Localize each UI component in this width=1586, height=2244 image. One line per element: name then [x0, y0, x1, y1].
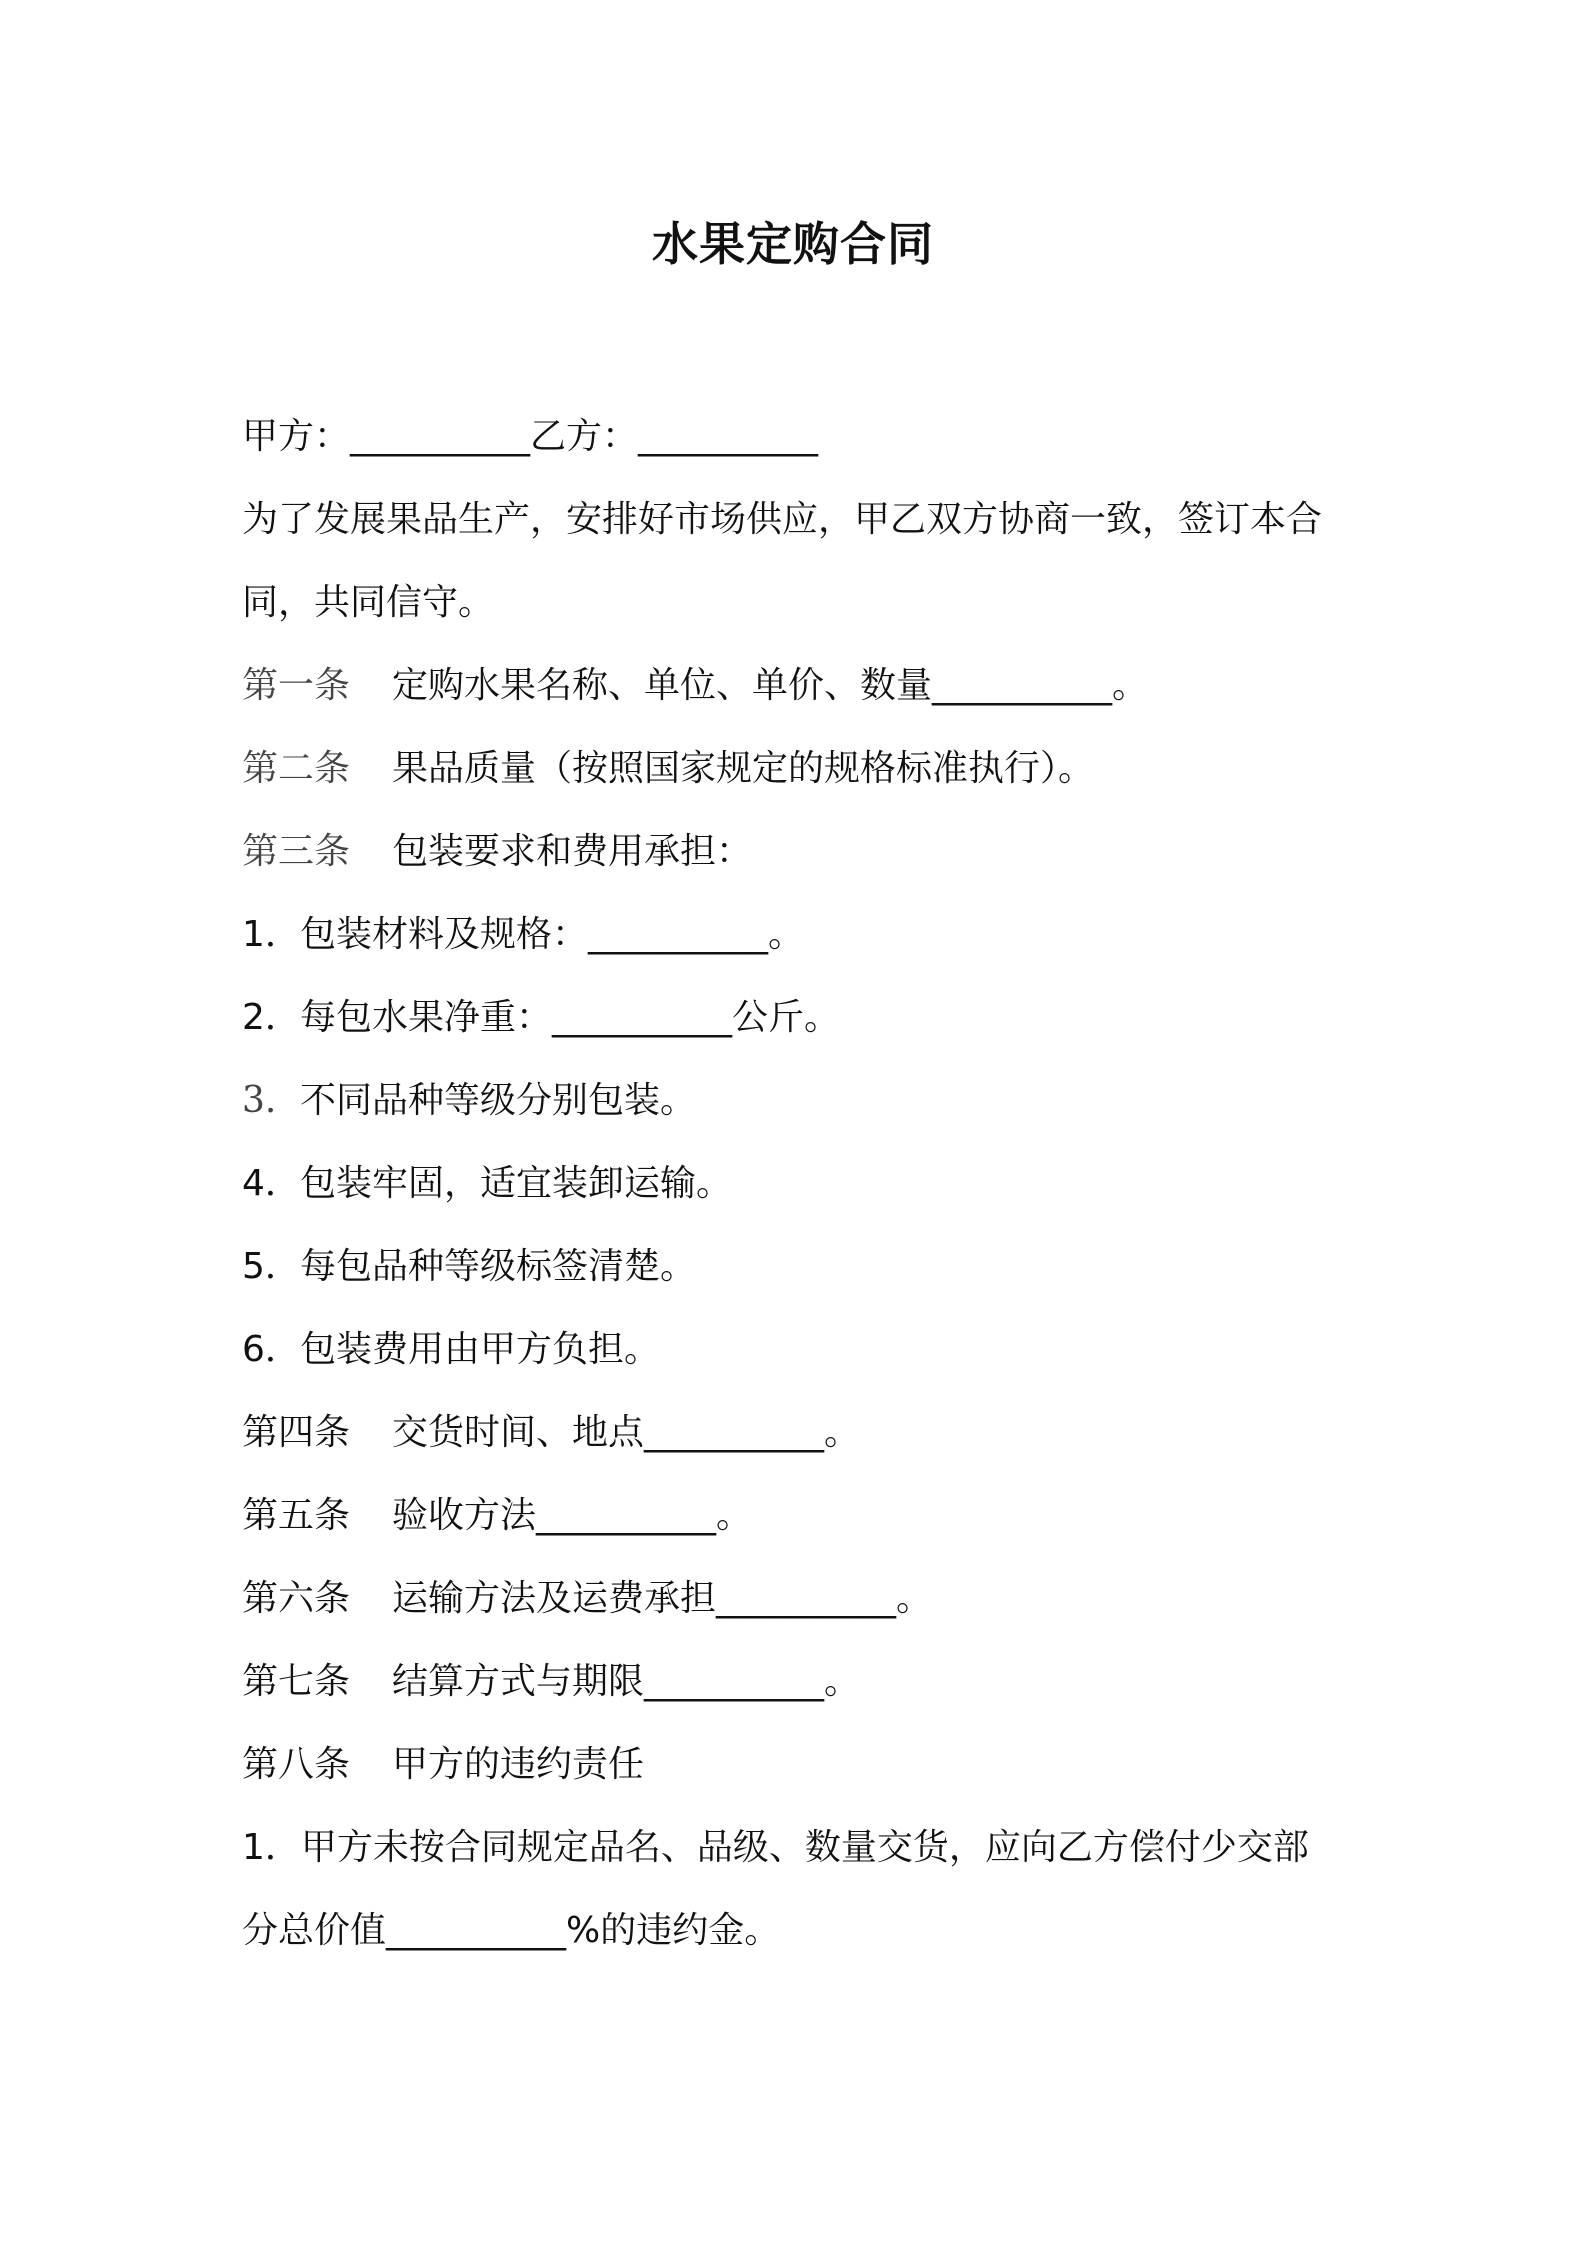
article-2 — [242, 745, 1094, 793]
item-number: 6． — [242, 1329, 301, 1370]
item-text: 包装费用由甲方负担。 — [300, 1329, 661, 1370]
item-number: 1． — [242, 914, 301, 955]
item-text: 包装材料及规格：__________。 — [300, 914, 805, 955]
article-number: 第八条 — [242, 1744, 351, 1785]
article-text: 交货时间、地点__________。 — [392, 1412, 861, 1453]
parties-line — [242, 413, 818, 461]
article-number: 第三条 — [242, 831, 351, 872]
packaging-item-2 — [242, 994, 840, 1042]
article-text: 验收方法__________。 — [392, 1495, 753, 1536]
item-text: 不同品种等级分别包装。 — [300, 1080, 697, 1121]
item-number: 5． — [242, 1246, 301, 1287]
document-title: 水果定购合同 — [652, 217, 934, 271]
article-4 — [242, 1409, 860, 1457]
item-number: 3. — [242, 1080, 277, 1121]
article-text: 定购水果名称、单位、单价、数量__________。 — [392, 665, 1149, 706]
breach-item-line-1: 1．甲方未按合同规定品名、品级、数量交货，应向乙方偿付少交部 — [242, 1827, 1309, 1868]
article-7 — [242, 1658, 860, 1706]
article-3 — [242, 828, 752, 876]
article-number: 第六条 — [242, 1578, 351, 1619]
packaging-item-3 — [242, 1077, 696, 1125]
breach-item-line-2: 分总价值__________%的违约金。 — [242, 1910, 781, 1951]
preamble-line-1: 为了发展果品生产，安排好市场供应，甲乙双方协商一致，签订本合 — [242, 499, 1323, 540]
article-text: 包装要求和费用承担： — [392, 831, 753, 872]
packaging-item-4 — [242, 1160, 732, 1208]
item-text: 包装牢固，适宜装卸运输。 — [300, 1163, 733, 1204]
article-text: 结算方式与期限__________。 — [392, 1661, 861, 1702]
party-a-field: 甲方：__________ — [242, 416, 531, 457]
item-text: 每包水果净重：__________公斤。 — [300, 997, 841, 1038]
packaging-item-5 — [242, 1243, 696, 1291]
article-text: 运输方法及运费承担__________。 — [392, 1578, 933, 1619]
item-text: 每包品种等级标签清楚。 — [300, 1246, 697, 1287]
packaging-item-1 — [242, 911, 804, 959]
preamble-line-2: 同，共同信守。 — [242, 582, 495, 623]
article-1 — [242, 662, 1148, 710]
article-number: 第五条 — [242, 1495, 351, 1536]
item-number: 2． — [242, 997, 301, 1038]
article-number: 第二条 — [242, 748, 351, 789]
item-number: 4． — [242, 1163, 301, 1204]
article-text: 甲方的违约责任 — [392, 1744, 645, 1785]
article-number: 第四条 — [242, 1412, 351, 1453]
article-number: 第七条 — [242, 1661, 351, 1702]
packaging-item-6 — [242, 1326, 660, 1374]
article-text: 果品质量（按照国家规定的规格标准执行）。 — [392, 748, 1095, 789]
party-b-field: 乙方：__________ — [530, 416, 819, 457]
article-8 — [242, 1741, 644, 1789]
article-6 — [242, 1575, 932, 1623]
article-5 — [242, 1492, 752, 1540]
article-number: 第一条 — [242, 665, 351, 706]
